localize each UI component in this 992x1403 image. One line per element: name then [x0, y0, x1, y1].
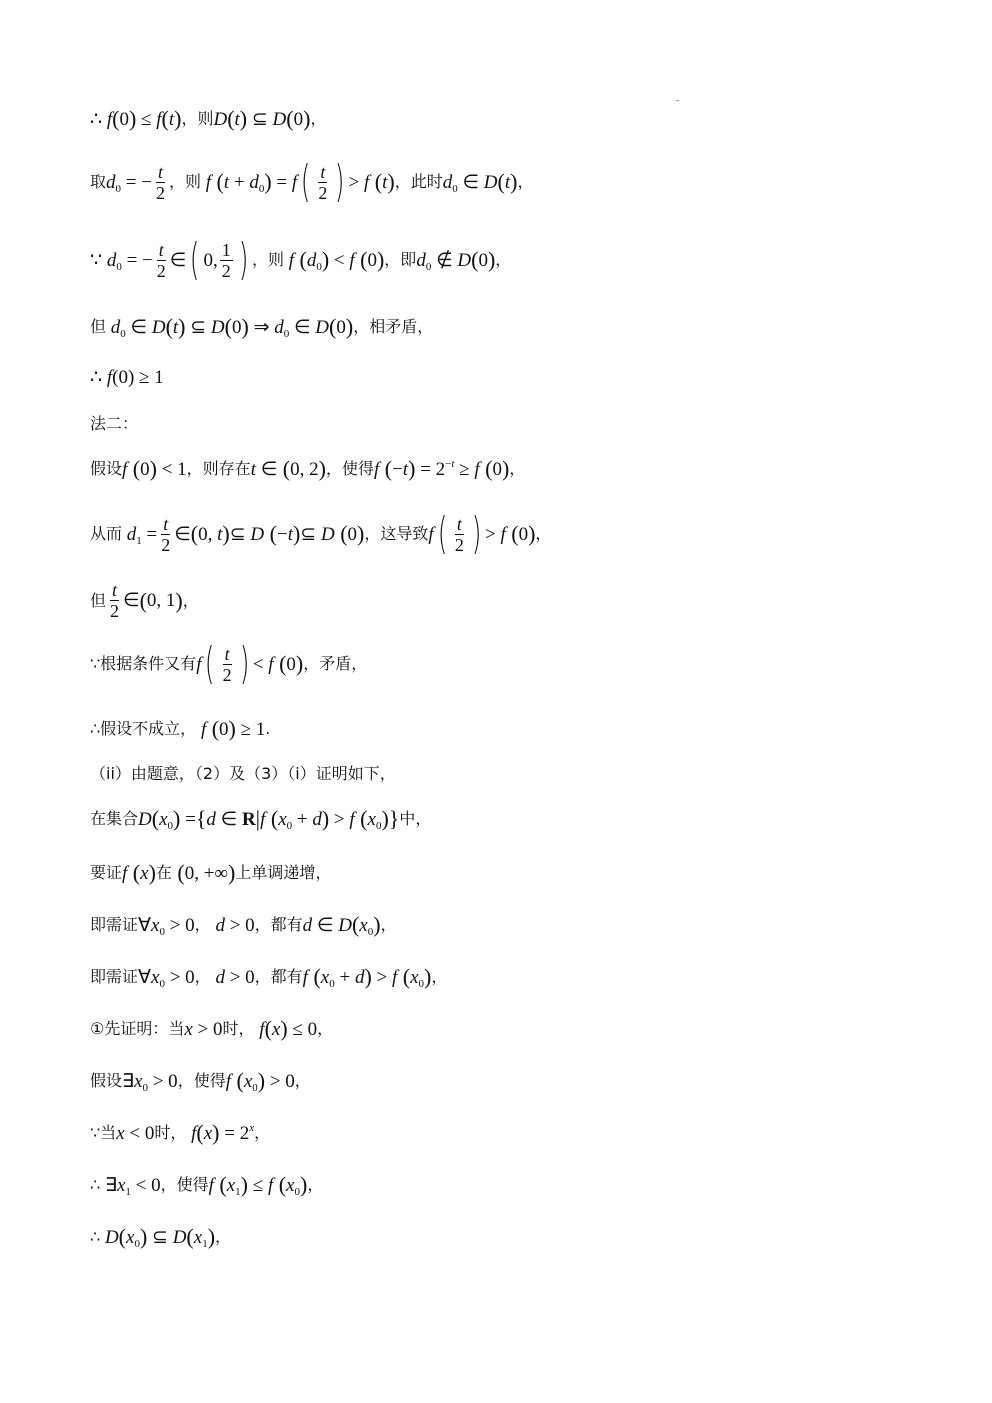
line-5: ∴ f(0) ≥ 1 [90, 367, 164, 388]
line-8: 从而 $d_1$ = $\frac{t}{2}$ ∈ ( 0, t ) ⊆ D ( −t ) ⊆ D ( 0 ) ，这导致 f ( $\frac{t}{2}$ ) > f ( 0 ) ， [90, 508, 552, 559]
line-12: （ii）由题意，（2）及（3）（i）证明如下， [90, 764, 396, 783]
line-10: ∵根据条件又有 f ( $\frac{t}{2}$ ) < f ( 0 ) ，矛盾， [90, 638, 368, 689]
line-9: 但 $\frac{t}{2}$ ∈ ( 0, 1 ) ， [90, 580, 199, 621]
line-7: 假设 f ( 0 ) < 1 ，则存在 t ∈ ( 0, 2 ) ，使得 f ( −t ) = $2^{-t} \ge f$ ( 0 ) ， [90, 456, 526, 481]
line-20: ∴ $\exists x_1 < 0$ ，使得 f ( $x_1$ ) ≤ f ( $x_0$ ) ， [90, 1172, 324, 1198]
line-1: ∴ f ( 0 ) ≤ f ( t ) ，则 D ( t ) ⊆ D ( 0 ) ， [90, 106, 327, 131]
line-18: 假设 $\exists x_0 > 0$ ，使得 f ( $x_0$ ) > 0 ， [90, 1068, 311, 1094]
line-15: 即需证 $\forall x_0 > 0$ ， d > 0 ，都有 d ∈ D ( $x_0$ ) ， [90, 912, 397, 938]
line-21: ∴ D ( $x_0$ ) ⊆ D ( $x_1$ ) ， [90, 1224, 232, 1250]
line-11: ∴假设不成立， f ( 0 ) ≥ 1 . [90, 716, 271, 741]
line-6: 法二： [90, 414, 139, 433]
line-3: ∵ $d_0$ = − $\frac{t}{2}$ ∈ ( 0, $\frac{1}{2}$ ) ，则 f ( $d_0$ ) < f ( 0 ) ，即 $d_0$ ∉ D ( 0 ) ， [90, 234, 512, 285]
line-19: ∵当 x < 0 时， f ( x ) = $2^x$ ， [90, 1120, 271, 1145]
line-17: ①先证明：当 x > 0 时， f ( x ) ≤ 0 ， [90, 1016, 334, 1041]
line-13: 在集合 D ( $x_0$ ) = { d ∈ R | f ( $x_0 + d$ ) > f ( $x_0$ ) } 中， [90, 806, 432, 832]
line-16: 即需证 $\forall x_0 > 0$ ， d > 0 ，都有 f ( $x_0 + d$ ) > f ( $x_0$ ) ， [90, 964, 448, 990]
stray-mark [676, 100, 679, 101]
line-2: 取 $d_0$ = − $\frac{t}{2}$ ，则 f ( $t + d_0$ ) = f ( $\frac{t}{2}$ ) > f ( t ) ，此时 $d_0$ ∈ D ( t ) ， [90, 156, 534, 207]
line-4: 但 $d_0$ ∈ D ( t ) ⊆ D ( 0 ) ⇒ $d_0$ ∈ D ( 0 ) ，相矛盾， [90, 314, 434, 340]
line-14: 要证 f ( x ) 在 ( 0, +∞ ) 上单调递增， [90, 860, 332, 885]
